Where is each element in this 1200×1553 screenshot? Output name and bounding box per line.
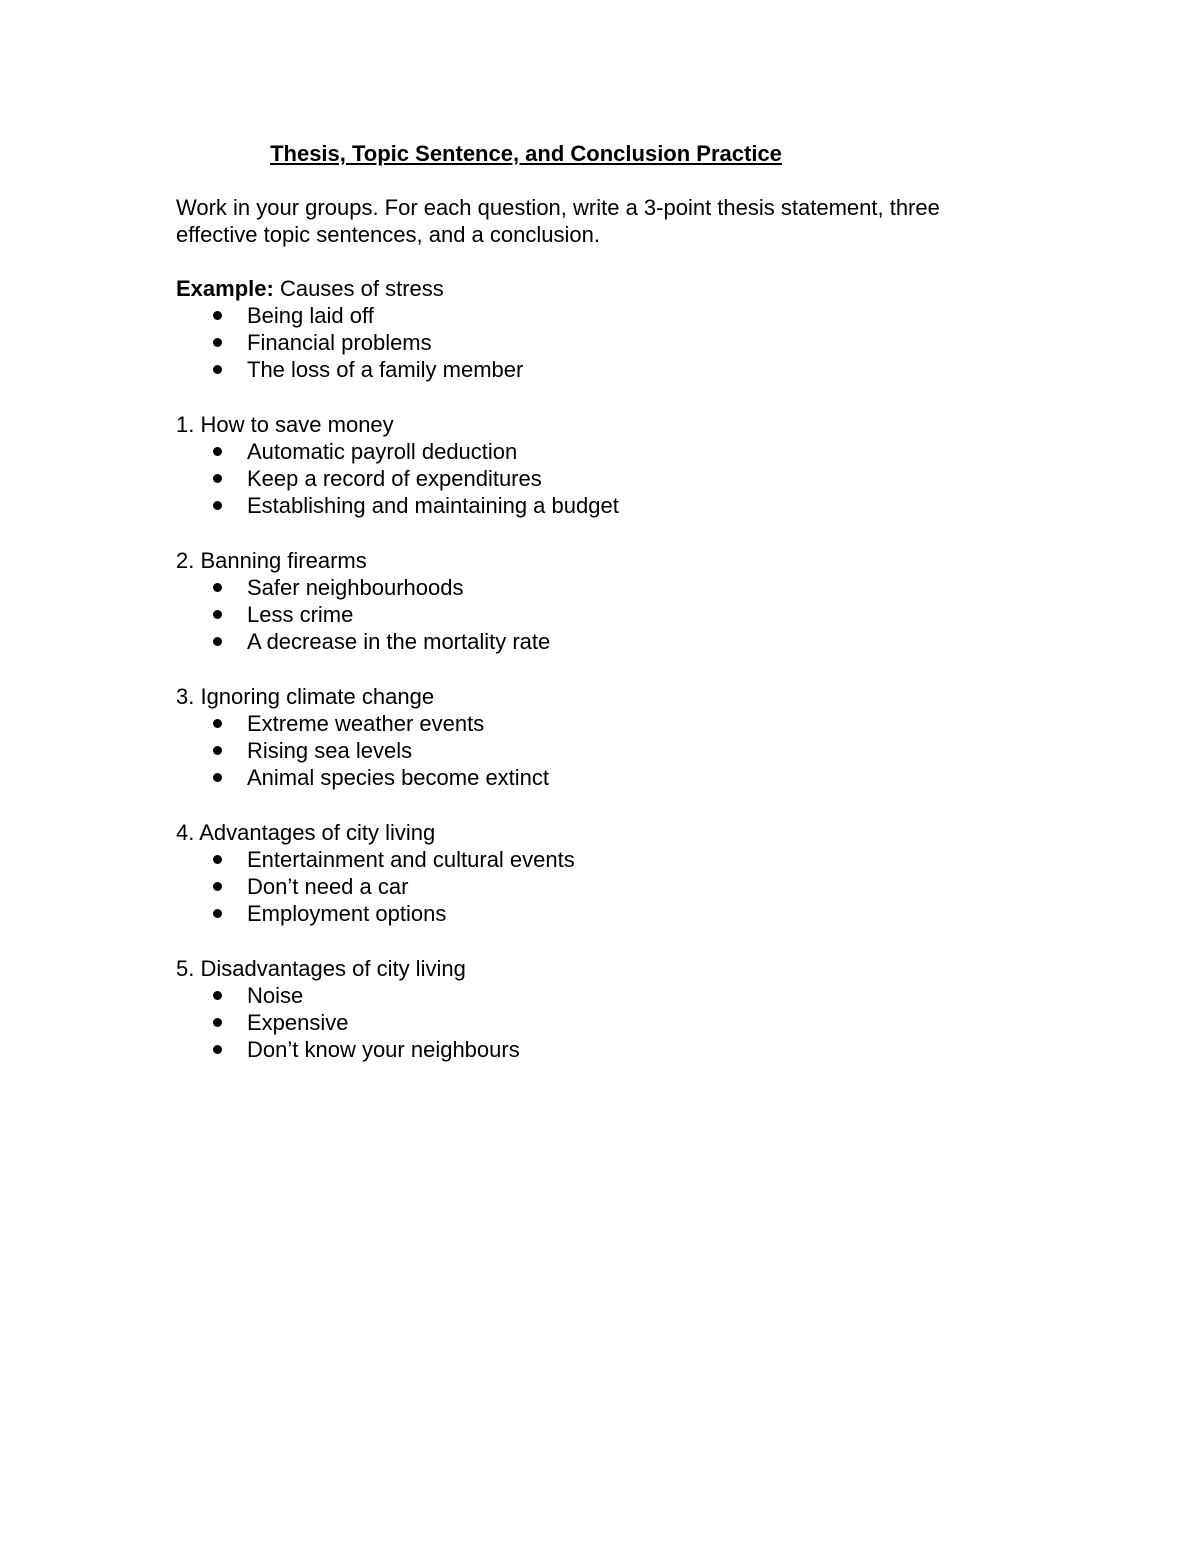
list-item-text: Less crime bbox=[247, 602, 354, 627]
example-label: Example: bbox=[176, 276, 274, 301]
list-item-text: Animal species become extinct bbox=[247, 765, 550, 790]
bullet-icon bbox=[213, 719, 222, 728]
question-section-1 bbox=[176, 411, 1026, 519]
list-item-text: Employment options bbox=[247, 901, 447, 926]
question-heading: 5. Disadvantages of city living bbox=[176, 956, 466, 981]
list-item bbox=[176, 1009, 1026, 1036]
question-points-list bbox=[176, 982, 1026, 1063]
list-item bbox=[176, 492, 1026, 519]
bullet-icon bbox=[213, 501, 222, 510]
question-heading: 1. How to save money bbox=[176, 412, 394, 437]
list-item-text: Being laid off bbox=[247, 303, 374, 328]
list-item bbox=[176, 900, 1026, 927]
list-item bbox=[176, 465, 1026, 492]
list-item-text: Rising sea levels bbox=[247, 738, 413, 763]
instructions-paragraph: Work in your groups. For each question, write a 3-point thesis statement, three effective topic sentences, and a conclusion. bbox=[176, 195, 940, 247]
question-points-list bbox=[176, 846, 1026, 927]
question-heading: 4. Advantages of city living bbox=[176, 820, 436, 845]
list-item-text: Safer neighbourhoods bbox=[247, 575, 464, 600]
document-page bbox=[176, 140, 1026, 1091]
bullet-icon bbox=[213, 474, 222, 483]
list-item bbox=[176, 574, 1026, 601]
bullet-icon bbox=[213, 1018, 222, 1027]
list-item bbox=[176, 982, 1026, 1009]
question-points-list bbox=[176, 438, 1026, 519]
list-item-text: Don’t know your neighbours bbox=[247, 1037, 520, 1062]
list-item bbox=[176, 438, 1026, 465]
list-item bbox=[176, 846, 1026, 873]
list-item bbox=[176, 601, 1026, 628]
question-section-2 bbox=[176, 547, 1026, 655]
question-points-list bbox=[176, 710, 1026, 791]
list-item-text: Automatic payroll deduction bbox=[247, 439, 518, 464]
list-item bbox=[176, 356, 1026, 383]
example-topic: Causes of stress bbox=[273, 276, 444, 301]
list-item-text: The loss of a family member bbox=[247, 357, 524, 382]
list-item bbox=[176, 710, 1026, 737]
bullet-icon bbox=[213, 909, 222, 918]
list-item-text: Extreme weather events bbox=[247, 711, 485, 736]
question-heading: 2. Banning firearms bbox=[176, 548, 367, 573]
list-item bbox=[176, 764, 1026, 791]
list-item-text: Noise bbox=[247, 983, 304, 1008]
bullet-icon bbox=[213, 583, 222, 592]
question-points-list bbox=[176, 574, 1026, 655]
example-section bbox=[176, 275, 1026, 383]
list-item bbox=[176, 302, 1026, 329]
question-section-3 bbox=[176, 683, 1026, 791]
question-section-5 bbox=[176, 955, 1026, 1063]
bullet-icon bbox=[213, 991, 222, 1000]
list-item bbox=[176, 1036, 1026, 1063]
bullet-icon bbox=[213, 365, 222, 374]
list-item-text: Expensive bbox=[247, 1010, 349, 1035]
list-item-text: Establishing and maintaining a budget bbox=[247, 493, 619, 518]
question-section-4 bbox=[176, 819, 1026, 927]
document-title: Thesis, Topic Sentence, and Conclusion Practice bbox=[270, 141, 782, 166]
bullet-icon bbox=[213, 311, 222, 320]
bullet-icon bbox=[213, 882, 222, 891]
bullet-icon bbox=[213, 773, 222, 782]
list-item-text: Don’t need a car bbox=[247, 874, 409, 899]
list-item bbox=[176, 329, 1026, 356]
bullet-icon bbox=[213, 447, 222, 456]
list-item-text: Keep a record of expenditures bbox=[247, 466, 542, 491]
list-item bbox=[176, 737, 1026, 764]
bullet-icon bbox=[213, 1045, 222, 1054]
example-heading bbox=[176, 275, 1026, 302]
bullet-icon bbox=[213, 746, 222, 755]
bullet-icon bbox=[213, 338, 222, 347]
list-item bbox=[176, 873, 1026, 900]
list-item-text: Entertainment and cultural events bbox=[247, 847, 575, 872]
example-points-list bbox=[176, 302, 1026, 383]
bullet-icon bbox=[213, 610, 222, 619]
question-heading: 3. Ignoring climate change bbox=[176, 684, 435, 709]
bullet-icon bbox=[213, 637, 222, 646]
list-item bbox=[176, 628, 1026, 655]
list-item-text: Financial problems bbox=[247, 330, 432, 355]
list-item-text: A decrease in the mortality rate bbox=[247, 629, 551, 654]
bullet-icon bbox=[213, 855, 222, 864]
